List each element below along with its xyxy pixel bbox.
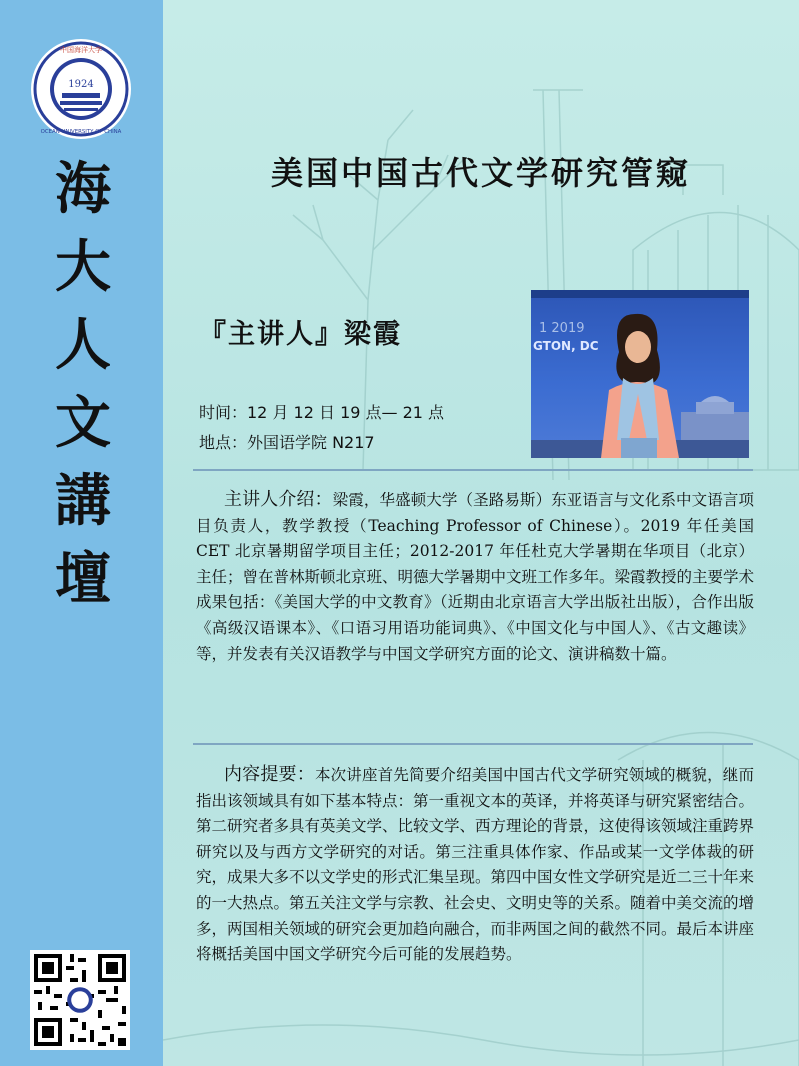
speaker-photo: [531, 290, 749, 458]
speaker-line: 『主讲人』梁霞: [199, 319, 402, 350]
main-content: [163, 0, 799, 1066]
sidebar: [0, 0, 163, 1066]
series-title-char: 大: [55, 234, 111, 300]
section-divider: [193, 743, 753, 745]
lecture-place: 地点：外国语学院 N217: [199, 433, 375, 452]
logo-ring-cn: 中国海洋大学: [60, 46, 102, 54]
series-title-char: 壇: [55, 546, 111, 612]
summary-section: [196, 762, 754, 968]
lecture-title: 美国中国古代文学研究管窥: [270, 154, 691, 192]
lecture-time: 时间：12 月 12 日 19 点— 21 点: [199, 403, 445, 422]
series-title-char: 人: [55, 312, 111, 378]
summary-label: 内容提要：: [224, 764, 315, 785]
bio-text: 梁霞，华盛顿大学（圣路易斯）东亚语言与文化系中文语言项目负责人，教学教授（Teaching Professor of Chinese）。2019 年任美国 CET 北京暑期留学项目主任；2012-2017 年任杜克大学暑期在华项目（北京）主任；曾在普林斯顿北京班、明德大学暑期中文班工作多年。梁霞教授的主要学术成果包括：《美国大学的中文教育》（近期由北京语言大学出版社出版），合作出版《高级汉语课本》、《口语习用语功能词典》、《中国文化与中国人》、《古文趣读》等，并发表有关汉语教学与中国文学研究方面的论文、演讲稿数十篇。: [196, 491, 755, 663]
series-title-char: 講: [55, 468, 111, 534]
logo-ring-en: OCEAN UNIVERSITY OF CHINA: [40, 129, 122, 135]
logo-year: 1924: [68, 79, 94, 90]
photo-banner-text: GTON, DC: [533, 339, 599, 353]
qr-code[interactable]: [30, 950, 130, 1050]
series-title-char: 海: [55, 156, 111, 222]
university-logo: [30, 38, 132, 140]
photo-banner-year: 1 2019: [539, 321, 585, 336]
series-title: [38, 150, 128, 618]
bio-section: [196, 487, 754, 667]
series-title-char: 文: [55, 390, 111, 456]
section-divider: [193, 469, 753, 471]
summary-text: 本次讲座首先简要介绍美国中国古代文学研究领域的概貌，继而指出该领域具有如下基本特点：第一重视文本的英译，并将英译与研究紧密结合。第二研究者多具有英美文学、比较文学、西方理论的背景，这使得该领域注重跨界研究以及与西方文学研究的对话。第三注重具体作家、作品或某一文学体裁的研究，成果大多不以文学史的形式汇集呈现。第四中国女性文学研究是近二三十年来的一大热点。第五关注文学与宗教、社会史、文明史等的关系。随着中美交流的增多，两国相关领域的研究会更加趋向融合，而非两国之间的截然不同。最后本讲座将概括美国中国文学研究今后可能的发展趋势。: [196, 766, 755, 964]
bio-label: 主讲人介绍：: [224, 489, 333, 510]
